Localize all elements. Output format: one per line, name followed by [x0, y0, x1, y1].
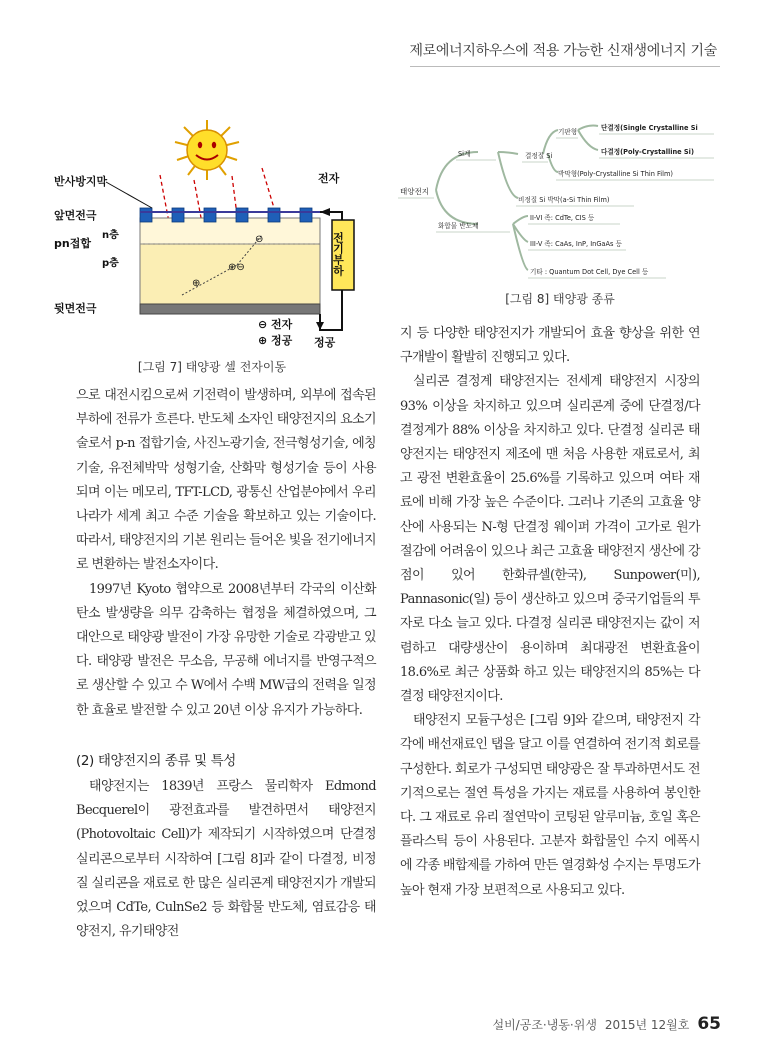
label-electron-top: 전자 [318, 172, 340, 185]
hole-symbol: ⊕ [192, 278, 201, 289]
left-paragraph-3: 태양전지는 1839년 프랑스 물리학자 Edmond Becquerel이 광전효과를 발견하면서 태양전지(Photovoltaic Cell)가 제작되기 시작하였으며 단결정실리콘으로부터 시작하여 [그림 8]과 같이 다결정, 비정질 실리콘을 재료로 한 많은 실리콘계 태양전지가 개발되었으며 CdTe, CulnSe2 등 화합물 반도체, 염료감응 태양전지, 유기태양전 [76, 779, 376, 940]
left-paragraph-2: 1997년 Kyoto 협약으로 2008년부터 각국의 이산화탄소 발생량을 의무 감축하는 협정을 체결하였으며, 그 대안으로 태양광 발전이 가장 유망한 기술로 각광받고 있다. 태양광 발전은 무소음, 무공해 에너지를 반영구적으로 생산할 수 있고 수 W에서 수백 MW급의 전력을 일정한 효율로 발전할 수 있고 20년 이상 유지가 가능하다. [76, 581, 376, 718]
solar-cell-svg [54, 120, 382, 350]
label-antireflection: 반사방지막 [54, 175, 108, 188]
node-ii-vi: II-VI 족: CdTe, CIS 등 [530, 214, 595, 222]
page-number: 65 [697, 1014, 721, 1034]
node-substrate: 기판형 [558, 128, 578, 136]
pair-symbol: ⊕⊖ [228, 262, 245, 273]
node-crystal: 결정질 Si [525, 152, 553, 160]
legend-hole: ⊕ 정공 [258, 334, 293, 347]
node-other: 기타 : Quantum Dot Cell, Dye Cell 등 [530, 268, 649, 276]
label-p-layer: p층 [102, 258, 119, 269]
p-layer [140, 244, 320, 304]
node-compound: 화합물 반도체 [438, 222, 479, 230]
right-paragraph-3: 태양전지 모듈구성은 [그림 9]와 같으며, 태양전지 각각에 배선재료인 탭을 달고 이를 연결하여 전기적 회로를 구성한다. 회로가 구성되면 태양광은 잘 투과하면서도 전기적으로는 절연 특성을 가지는 재료를 사용하여 봉인한다. 그 재료로 유리 절연막이 코팅된 알루미늄, 호일 혹은 플라스틱 등이 사용된다. 고분자 화합물인 수지 에폭시 에 각종 배합제를 가하여 만든 열경화성 수지는 투명도가 높아 현재 가장 보편적으로 사용되고 있다. [400, 713, 700, 898]
back-electrode [140, 304, 320, 314]
node-root: 태양전지 [400, 187, 429, 196]
node-thin: 박막형(Poly-Crystalline Si Thin Film) [558, 170, 673, 178]
right-paragraph-1: 지 등 다양한 태양전지가 개발되어 효율 향상을 위한 연구개발이 활발히 진행되고 있다. [400, 326, 700, 366]
section-heading: (2) 태양전지의 종류 및 특성 [76, 752, 236, 769]
node-single: 단결정(Single Crystalline Si [601, 124, 698, 132]
electron-symbol: ⊖ [255, 234, 264, 245]
label-hole-bottom: 정공 [314, 336, 336, 349]
label-pn-junction: pn접합 [54, 237, 91, 250]
label-front-electrode: 앞면전극 [54, 209, 97, 222]
right-column [400, 322, 700, 903]
label-n-layer: n층 [102, 230, 119, 241]
node-iii-v: III-V 족: CaAs, InP, InGaAs 등 [530, 240, 622, 248]
figure-8-caption: [그림 8] 태양광 종류 [505, 292, 615, 306]
running-header: 제로에너지하우스에 적용 가능한 신재생에너지 기술 [409, 43, 717, 59]
label-back-electrode: 뒷면전극 [54, 302, 97, 315]
figure-solar-cell-diagram [54, 120, 382, 350]
right-paragraph-2: 실리콘 결정계 태양전지는 전세계 태양전지 시장의 93% 이상을 차지하고 있으며 실리콘계 중에 단결정/다결정계가 88% 이상을 차지하고 있다. 단결정 실리콘 태양전지는 태양전지 제조에 맨 처음 사용한 재료로서, 최고 광전 변환효율이 25.6%를 기록하고 있으며 여타 재료에 비해 가장 높은 수준이다. 그러나 기존의 고효율 양산에 사용되는 N-형 단결정 웨이퍼 가격이 고가로 원가 절감에 어려움이 있으나 최근 고효율 태양전지 생산에 강점이 있어 한화큐셀(한국), Sunpower(미), Pannasonic(일) 등이 생산하고 있으며 중국기업들의 투자로 다소 늘고 있다. 다결정 실리콘 태양전지는 값이 저렴하고 대량생산이 용이하며 최대광전 변환효율이 18.6%로 최근 상품화 하고 있는 태양전지의 85%는 다결정 태양전지이다. [400, 374, 700, 705]
node-poly: 다결정(Poly-Crystalline Si) [601, 148, 694, 156]
left-column [76, 384, 376, 944]
page-footer [493, 1014, 722, 1034]
node-amorphous: 비정질 Si 박막(a-Si Thin Film) [518, 196, 610, 204]
header-rule [410, 66, 720, 67]
label-load: 전기부하 [331, 232, 345, 276]
legend-electron: ⊖ 전자 [258, 318, 293, 331]
sun-icon [175, 120, 239, 180]
solar-types-svg [398, 112, 718, 288]
footer-journal: 설비/공조·냉동·위생 [492, 1018, 597, 1032]
left-paragraph-1: 으로 대전시킴으로써 기전력이 발생하며, 외부에 접속된 부하에 전류가 흐른다. 반도체 소자인 태양전지의 요소기술로서 p-n 접합기술, 사진노광기술, 전극형성기술, 에칭기술, 유전체박막 성형기술, 산화막 형성기술 등이 사용되며 이는 메모리, TFT-LCD, 광통신 산업분야에서 우리나라가 세계 최고 수준 기술을 확보하고 있는 기술이다. 따라서, 태양전지의 기본 원리는 들어온 빛을 전기에너지로 변환하는 발전소자이다. [76, 388, 376, 573]
figure-7-caption: [그림 7] 태양광 셀 전자이동 [137, 360, 287, 374]
figure-solar-types-diagram [398, 112, 718, 288]
n-layer [140, 218, 320, 244]
node-si: Si계 [458, 150, 471, 158]
footer-date: 2015년 12월호 [604, 1018, 690, 1032]
